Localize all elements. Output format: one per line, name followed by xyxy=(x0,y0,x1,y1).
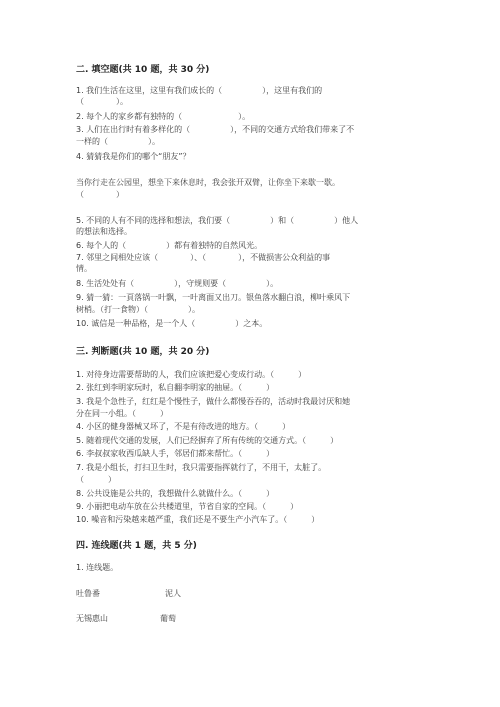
question-line: 4. 猜猜我是你们的哪个“朋友”？ xyxy=(76,152,191,161)
question-line: 2. 张红到李明家玩时，私自翻李明家的抽屉。（ ） xyxy=(76,383,275,392)
question-line: （ ）。 xyxy=(76,97,128,106)
question-line: 1. 我们生活在这里，这里有我们成长的（ ），这里有我们的 xyxy=(76,86,323,95)
question-line: 3. 人们在出行时有着多样化的（ ），不同的交通方式给我们带来了不 xyxy=(76,125,355,134)
question-line: 2. 每个人的家乡都有独特的（ ）。 xyxy=(76,112,251,121)
question-line: 一样的（ ）。 xyxy=(76,137,160,146)
question-line: 5. 不同的人有不同的选择和想法，我们要（ ）和（ ）他人 xyxy=(76,216,359,225)
matching-left-item: 吐鲁番 xyxy=(76,589,100,598)
question-line: （ ） xyxy=(76,190,124,199)
question-line: 8. 公共设施是公共的，我想做什么就做什么。（ ） xyxy=(76,489,275,498)
section-3-heading: 三. 判断题(共 10 题，共 20 分) xyxy=(76,347,210,357)
question-line: 4. 小区的健身器械又坏了，不是有待改进的地方。（ ） xyxy=(76,422,291,431)
question-line: 6. 李叔叔家收西瓜缺人手，邻居们都来帮忙。（ ） xyxy=(76,449,275,458)
question-line: 当你行走在公园里，想坐下来休息时，我会张开双臂，让你坐下来歇一歇。 xyxy=(76,178,340,187)
matching-instruction: 1. 连线题。 xyxy=(76,563,119,572)
question-line: 10. 诚信是一种品格，是一个人（ ）之本。 xyxy=(76,319,268,328)
question-line: 的想法和选择。 xyxy=(76,227,132,236)
question-line: 6. 每个人的（ ）都有着独特的自然风光。 xyxy=(76,241,263,250)
question-line: 情。 xyxy=(76,264,92,273)
question-line: 7. 我是小组长，打扫卫生时，我只需要指挥就行了，不用干，太脏了。 xyxy=(76,463,327,472)
question-line: 分在同一小组。（ ） xyxy=(76,409,168,418)
question-line: 8. 生活处处有（ ），守规则要（ ）。 xyxy=(76,279,279,288)
matching-left-item: 无锡惠山 xyxy=(76,614,108,623)
question-line: 7. 邻里之间相处应该（ ）、（ ），不做损害公众利益的事 xyxy=(76,253,331,262)
question-line: 9. 猜一猜：一頁落锅一叶飘，一叶离面又出刀。银鱼落水翻白浪，柳叶乘风下 xyxy=(76,293,351,302)
question-line: 10. 噪音和污染越来越严重，我们还是不要生产小汽车了。（ ） xyxy=(76,515,320,524)
matching-right-item: 泥人 xyxy=(165,589,181,598)
section-2-heading: 二. 填空题(共 10 题，共 30 分) xyxy=(76,65,210,75)
section-4-heading: 四. 连线题(共 1 题，共 5 分) xyxy=(76,541,197,551)
question-line: 5. 随着现代交通的发展，人们已经摒弃了所有传统的交通方式。（ ） xyxy=(76,436,339,445)
question-line: 1. 对待身边需要帮助的人，我们应该把爱心变成行动。（ ） xyxy=(76,370,307,379)
question-line: 9. 小丽把电动车放在公共楼道里，节省自家的空间。（ ） xyxy=(76,502,299,511)
question-line: 3. 我是个急性子，红红是个慢性子，做什么都慢吞吞的，活动时我最讨厌和她 xyxy=(76,397,351,406)
matching-right-item: 葡萄 xyxy=(160,614,176,623)
question-line: （ ） xyxy=(76,475,116,484)
question-line: 树梢。（打一食物）（ ）。 xyxy=(76,305,200,314)
